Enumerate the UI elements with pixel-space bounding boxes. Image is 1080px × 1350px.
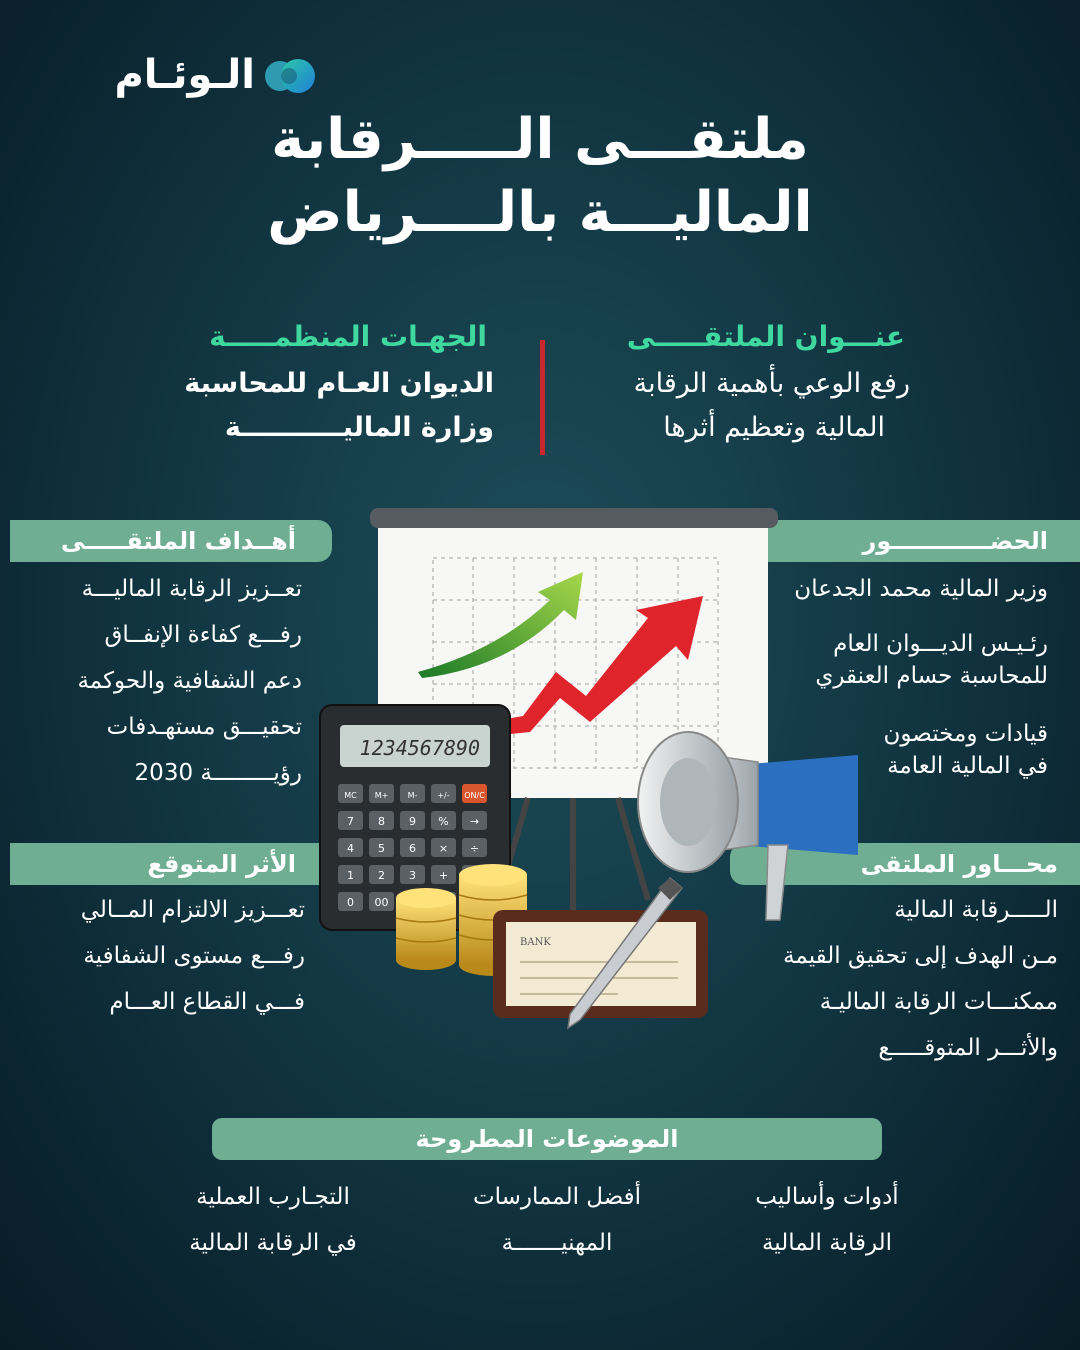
page-title-line1: ملتقـــى الـــــرقابة	[271, 107, 809, 172]
logo-mark-icon	[260, 56, 320, 96]
list-item: مـن الهدف إلى تحقيق القيمة	[783, 943, 1058, 969]
organizers-text	[154, 362, 494, 450]
list-item: قيادات ومختصون	[883, 721, 1048, 747]
cheque-label: BANK	[520, 937, 551, 948]
calculator-key-label: 9	[409, 815, 416, 828]
calculator-key-label: 4	[347, 842, 354, 855]
forum-title-text	[550, 362, 910, 450]
calculator-key-label: 7	[347, 815, 354, 828]
organizers-heading: الجهـات المنظمـــــة	[209, 320, 487, 353]
calculator-key-label: 2	[378, 869, 385, 882]
calculator-key-label: 1	[347, 869, 354, 882]
calculator-key-label: 3	[409, 869, 416, 882]
page-title-line2: الماليـــة بالــــرياض	[267, 180, 813, 245]
topic-line: أدوات وأساليب	[755, 1184, 899, 1210]
forum-title-line: المالية وتعظيم أثرها	[663, 412, 885, 443]
logo-text: الـوئـام	[114, 52, 255, 98]
calculator-key-label: →	[469, 815, 480, 828]
forum-title-heading: عنـــوان الملتقـــــى	[626, 320, 905, 353]
goals-list	[40, 566, 302, 796]
calculator-key-label: ÷	[469, 842, 480, 855]
impact-heading: الأثر المتوقع	[10, 843, 332, 885]
calculator-key-label: +	[438, 869, 449, 882]
calculator-key-label: ON/C	[464, 791, 485, 800]
calculator-key-label: 00	[374, 896, 389, 909]
list-item: رفـــع كفاءة الإنفــاق	[104, 622, 302, 648]
list-item: تعــزيز الرقابة الماليـــة	[81, 576, 302, 602]
axes-heading: محـــاور الملتقى	[730, 843, 1080, 885]
cheque-book-icon	[493, 910, 708, 1018]
topic-line: المهنيـــــــة	[501, 1230, 613, 1256]
topics-heading: الموضوعات المطروحة	[212, 1118, 882, 1160]
topic-item	[442, 1174, 672, 1266]
calculator-key-label: M-	[407, 791, 418, 800]
topic-line: أفضل الممارسات	[472, 1184, 642, 1210]
list-item: في المالية العامة	[887, 753, 1048, 779]
calculator-key-label: %	[438, 815, 449, 828]
list-item: الـــــرقابة المالية	[894, 897, 1058, 923]
calculator-key-label: +/-	[437, 791, 450, 800]
forum-title-line: رفع الوعي بأهمية الرقابة	[633, 368, 910, 399]
list-item: ممكنـــات الرقابة الماليـة	[819, 989, 1058, 1015]
topic-line: الرقابة المالية	[761, 1230, 893, 1256]
calculator-key-label: 6	[409, 842, 416, 855]
topic-line: التجـارب العملية	[196, 1184, 350, 1210]
calculator-key-label: 0	[347, 896, 354, 909]
list-item: رئـيـس الديـــوان العام	[833, 631, 1048, 657]
calculator-key-label: ×	[438, 842, 449, 855]
calculator-display: 1234567890	[359, 736, 480, 760]
goals-heading: أهــداف الملتقـــــى	[10, 520, 332, 562]
list-item: والأثـــر المتوقـــــع	[878, 1035, 1058, 1061]
attendance-heading: الحضــــــــــــور	[750, 520, 1080, 562]
topic-line: في الرقابة المالية	[189, 1230, 357, 1256]
calculator-key-label: 5	[378, 842, 385, 855]
section-divider	[540, 340, 545, 455]
calculator-key-label: 8	[378, 815, 385, 828]
list-item: وزير المالية محمد الجدعان	[794, 576, 1048, 602]
list-item: للمحاسبة حسام العنقري	[815, 663, 1048, 689]
list-item: فـــي القطاع العـــام	[109, 989, 305, 1015]
impact-list	[40, 887, 305, 1025]
organizer-line: وزارة الماليـــــــــــة	[224, 412, 494, 443]
topic-item	[158, 1174, 388, 1266]
list-item: رفـــع مستوى الشفافية	[83, 943, 305, 969]
list-item: دعم الشفافية والحوكمة	[77, 668, 302, 694]
finance-illustration	[318, 500, 863, 1035]
topic-item	[712, 1174, 942, 1266]
list-item: رؤيـــــــــة 2030	[134, 760, 302, 786]
list-item: تعـــزيز الالتزام المــالي	[80, 897, 305, 923]
list-item: تحقيـــق مستهـدفات	[106, 714, 302, 740]
brand-logo	[55, 50, 315, 105]
calculator-key-label: MC	[344, 791, 357, 800]
organizer-line: الديوان العـام للمحاسبة	[184, 368, 494, 399]
calculator-key-label: M+	[374, 791, 389, 800]
